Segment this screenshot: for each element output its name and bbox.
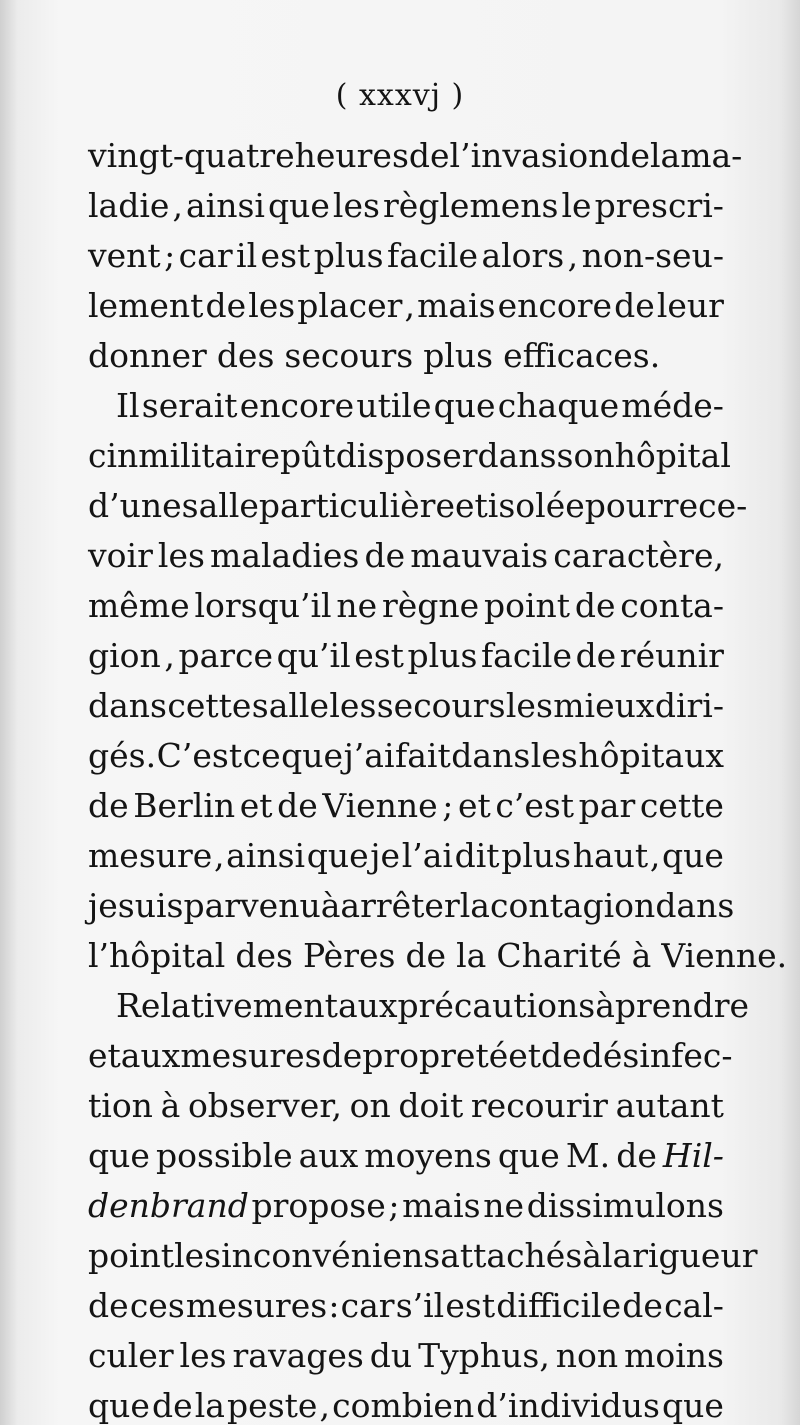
text-line [88,731,724,781]
word: militaire [138,436,281,475]
word: hôpitaux [578,736,724,775]
word: la [459,886,490,925]
text-line [88,181,724,231]
text-line [88,481,748,531]
word: possible [155,1136,293,1175]
word: la [194,1386,225,1425]
word: de [541,1036,582,1075]
word: denbrand [88,1186,249,1225]
word: Vienne [322,786,438,825]
word: hôpital [614,436,731,475]
word: , [319,1386,331,1425]
word: de [614,286,655,325]
text-line [88,781,724,831]
word: que [88,1386,150,1425]
word: les [329,686,377,725]
word: Relativement [116,986,338,1025]
word: moins [624,1336,724,1375]
word: vingt-quatre [88,136,295,175]
word: non [555,1336,619,1375]
word: dans [477,436,557,475]
word: peste [227,1386,318,1425]
word: de [321,1036,363,1075]
word: mesures [185,1286,328,1325]
word: est [445,1286,496,1325]
word: point [483,586,571,625]
word: on [349,1086,391,1125]
word: d’individus [476,1386,660,1425]
word: de [88,786,129,825]
word: que [433,386,496,425]
word: de [574,586,616,625]
text-line [88,331,724,381]
text-line [88,531,724,581]
word: à [595,986,615,1025]
word: secours [376,686,506,725]
word: de [205,286,247,325]
word: les [179,1336,227,1375]
word: de [609,136,650,175]
word: de [152,1386,193,1425]
body-text [88,131,788,1425]
word: Berlin [133,786,236,825]
word: attachés [440,1236,583,1275]
word: doit [398,1086,464,1125]
word: ce [242,736,281,775]
word: dans [88,686,167,725]
word: règne [381,586,480,625]
word: cette [167,686,252,725]
word: donner [88,336,207,375]
word: non-seu- [581,236,724,275]
word: propreté [362,1036,509,1075]
word: autant [615,1086,724,1125]
word: plus [313,236,384,275]
word: l’hôpital [88,936,226,975]
word: voir [88,536,153,575]
word: facile [480,636,572,675]
word: alors [481,236,565,275]
word: les [332,186,380,225]
word: et [454,486,488,525]
text-line [88,1081,724,1131]
word: les [248,286,296,325]
word: méde- [621,386,724,425]
word: vent [88,236,161,275]
word: de [277,786,318,825]
word: et [458,786,491,825]
word: plus [501,836,572,875]
word: à [320,886,341,925]
word: : [328,1286,340,1325]
word: particulière [258,486,455,525]
word: arrêter [340,886,460,925]
word: suis [117,886,184,925]
word: efficaces. [503,336,661,375]
word: Hil- [662,1136,724,1175]
word: parvenu [183,886,321,925]
word: parce [178,636,274,675]
word: mieux [553,686,655,725]
word: ma- [680,136,743,175]
word: inconvéniens [221,1236,441,1275]
word: que [661,1386,724,1425]
word: j’ai [343,736,395,775]
word: que [281,736,344,775]
word: mais [417,286,496,325]
word: , [567,236,579,275]
word: facile [387,236,479,275]
word: M. [565,1136,611,1175]
word: ; [388,1186,400,1225]
word: disposer [335,436,478,475]
word: car [178,236,233,275]
text-line [88,131,743,181]
word: à [631,936,652,975]
word: de [408,136,450,175]
word: dans [655,886,735,925]
word: moyens [364,1136,492,1175]
word: mais [402,1186,481,1225]
word: la [601,1236,633,1275]
word: de [616,1136,657,1175]
text-line [88,1381,724,1425]
word: C’est [156,736,243,775]
word: gés. [88,736,157,775]
word: et [88,1036,121,1075]
word: par [578,786,636,825]
word: isolée [487,486,585,525]
word: aux [120,1036,181,1075]
word: la [649,136,681,175]
word: Pères [302,936,396,975]
word: , [213,836,225,875]
word: et [239,786,273,825]
word: lorsqu’il [194,586,332,625]
text-line [88,681,724,731]
word: ravages [232,1336,364,1375]
word: désinfec- [581,1036,733,1075]
word: , [649,836,661,875]
text-line [88,981,750,1031]
word: mesures [180,1036,322,1075]
word: car [340,1286,395,1325]
word: point [88,1236,175,1275]
word: propose [251,1186,386,1225]
text-line [88,831,724,881]
word: que [661,836,724,875]
word: je [370,836,401,875]
word: son [556,436,615,475]
word: que [497,1136,560,1175]
word: je [88,886,118,925]
word: les [505,686,553,725]
page-number: ( xxxvj ) [335,78,465,113]
word: prescri- [594,186,724,225]
word: tion [88,1086,153,1125]
word: , [172,186,183,225]
word: fait [395,736,451,775]
word: à [582,1236,602,1275]
text-line [88,231,724,281]
word: mauvais [410,536,549,575]
word: ne [483,1186,525,1225]
text-line [88,1331,724,1381]
word: dissimulons [526,1186,724,1225]
word: placer [297,286,403,325]
word: il [236,236,258,275]
word: encore [497,286,613,325]
word: , [164,636,175,675]
word: qu’il [276,636,351,675]
word: les [157,536,205,575]
word: ces [129,1286,185,1325]
word: haut [572,836,649,875]
word: que [88,1136,150,1175]
word: est [354,636,404,675]
word: même [88,586,190,625]
word: aux [337,986,398,1025]
text-line [88,1231,758,1281]
word: secours [284,336,414,375]
word: de [364,536,406,575]
word: Charité [496,936,622,975]
word: , [404,286,415,325]
word: de [405,936,447,975]
word: chaque [497,386,620,425]
word: l’ai [401,836,453,875]
word: et [508,1036,542,1075]
word: ainsi [185,186,265,225]
word: caractère, [553,536,724,575]
word: cette [639,786,724,825]
word: contagion [489,886,656,925]
word: observer, [187,1086,342,1125]
word: heures [294,136,409,175]
word: de [575,636,617,675]
word: recourir [470,1086,608,1125]
word: pour [584,486,663,525]
word: plus [423,336,494,375]
text-line [88,581,724,631]
text-line [88,881,735,931]
word: prendre [614,986,750,1025]
word: combien [332,1386,475,1425]
text-line [88,931,788,981]
text-line [88,1131,724,1181]
word: que [267,186,330,225]
word: aux [298,1136,359,1175]
word: Il [116,386,140,425]
word: règlemens [382,186,559,225]
word: plus [407,636,478,675]
word: salle [181,486,259,525]
text-line [88,381,724,431]
word: les [530,736,578,775]
word: salle [251,686,330,725]
word: de [88,1286,129,1325]
word: Vienne. [661,936,788,975]
text-line [88,281,724,331]
word: des [216,336,275,375]
word: du [369,1336,413,1375]
word: dit [454,836,500,875]
word: le [561,186,592,225]
word: de [622,1286,663,1325]
word: Typhus, [418,1336,550,1375]
word: rigueur [632,1236,758,1275]
word: ladie [88,186,170,225]
word: que [306,836,369,875]
word: mesure [88,836,213,875]
text-line [88,631,724,681]
word: à [160,1086,181,1125]
word: gion [88,636,161,675]
text-line [88,431,731,481]
text-line [88,1031,733,1081]
word: ne [336,586,378,625]
word: d’une [88,486,182,525]
word: cal- [664,1286,724,1325]
word: la [456,936,487,975]
word: ; [442,786,454,825]
word: difficile [496,1286,622,1325]
word: s’il [395,1286,445,1325]
word: précautions [397,986,596,1025]
word: est [260,236,311,275]
word: serait [141,386,238,425]
word: des [235,936,293,975]
word: utile [356,386,432,425]
word: réunir [619,636,724,675]
word: l’invasion [449,136,610,175]
word: encore [239,386,355,425]
word: pût [280,436,336,475]
word: culer [88,1336,174,1375]
word: maladies [210,536,360,575]
word: ainsi [226,836,306,875]
word: dans [451,736,531,775]
word: rece- [662,486,748,525]
word: lement [88,286,204,325]
word: conta- [620,586,724,625]
word: leur [656,286,724,325]
word: les [174,1236,222,1275]
text-line [88,1181,724,1231]
word: c’est [495,786,575,825]
word: diri- [654,686,724,725]
word: ; [164,236,176,275]
text-line [88,1281,724,1331]
word: cin [88,436,139,475]
